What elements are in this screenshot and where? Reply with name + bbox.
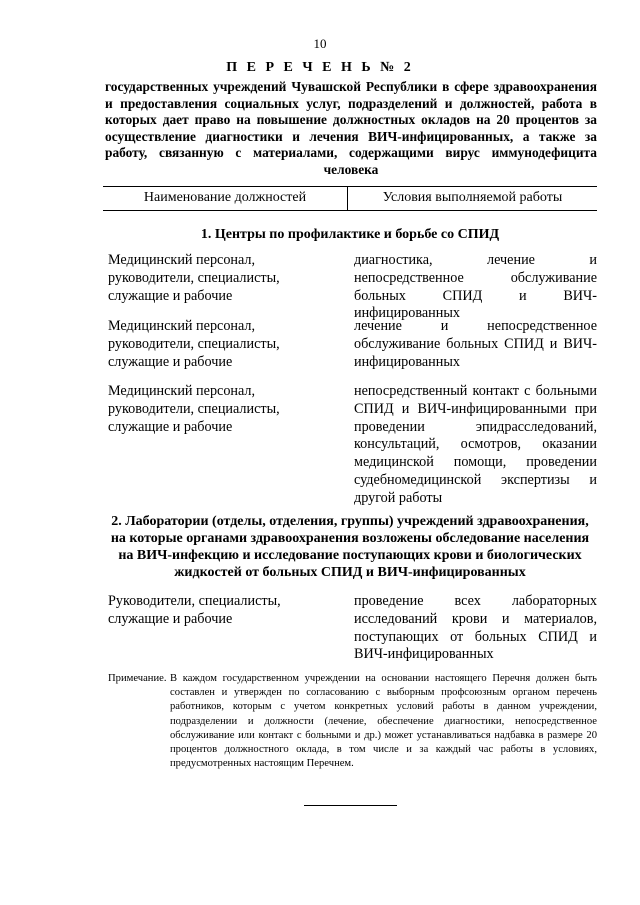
footnote-label: Примечание.	[108, 673, 167, 684]
end-divider-line	[304, 805, 397, 806]
row-positions: Руководители, специалисты, служащие и рабочие	[108, 593, 281, 627]
row-positions: Медицинский персонал, руководители, специалисты, служащие и рабочие	[108, 252, 280, 304]
row-positions: Медицинский персонал, руководители, специалисты, служащие и рабочие	[108, 318, 280, 370]
table-header	[103, 186, 597, 211]
document-subtitle: государственных учреждений Чувашской Республики в сфере здравоохранения и предоставления социальных услуг, подразделений и должностей, работа в которых дает право на повышение должностных окладов на 20 процентов за осуществление диагностики и лечения ВИЧ-инфицированных, а также за работу, связанную с материалами, содержащими вирус иммунодефицита человека	[105, 79, 597, 177]
document-title: П Е Р Е Ч Е Н Ь № 2	[226, 60, 414, 75]
section-heading-1: 1. Центры по профилактике и борьбе со СПИД	[200, 227, 500, 242]
header-positions: Наименование должностей	[143, 190, 307, 205]
header-conditions: Условия выполняемой работы	[382, 190, 563, 205]
section-heading-2: 2. Лаборатории (отделы, отделения, группы) учреждений здравоохранения, на которые органами здравоохранения возложены обследование населения на ВИЧ-инфекцию и исследование поступающих крови и биологических жидкостей от больных СПИД и ВИЧ-инфицированных	[110, 514, 590, 580]
page-number: 10	[313, 36, 327, 51]
row-conditions: непосредственный контакт с больными СПИД и ВИЧ-инфицированными при проведении эпидрасследований, консультаций, осмотров, оказании медицинской помощи, проведении судебномедицинской экспертизы и другой работы	[354, 383, 597, 506]
row-conditions: проведение всех лабораторных исследований крови и материалов, поступающих от больных СПИД и ВИЧ-инфицированных	[354, 593, 597, 663]
row-conditions: диагностика, лечение и непосредственное обслуживание больных СПИД и ВИЧ-инфицированных	[354, 252, 597, 322]
row-conditions: лечение и непосредственное обслуживание больных СПИД и ВИЧ-инфицированных	[354, 318, 597, 370]
footnote-text: В каждом государственном учреждении на основании настоящего Перечня должен быть составлен и утвержден по согласованию с выборным профсоюзным органом перечень работников, которым с учетом конкретных условий работы в данном учреждении, подразделении и должности (лечение, обеспечение диагностики, непосредственное обслуживание или контакт с больными и др.) может устанавливаться надбавка в размере 20 процентов должностного оклада, в том числе и за каждый час работы в условиях, предусмотренных настоящим Перечнем.	[170, 673, 597, 770]
row-positions: Медицинский персонал, руководители, специалисты, служащие и рабочие	[108, 383, 280, 435]
